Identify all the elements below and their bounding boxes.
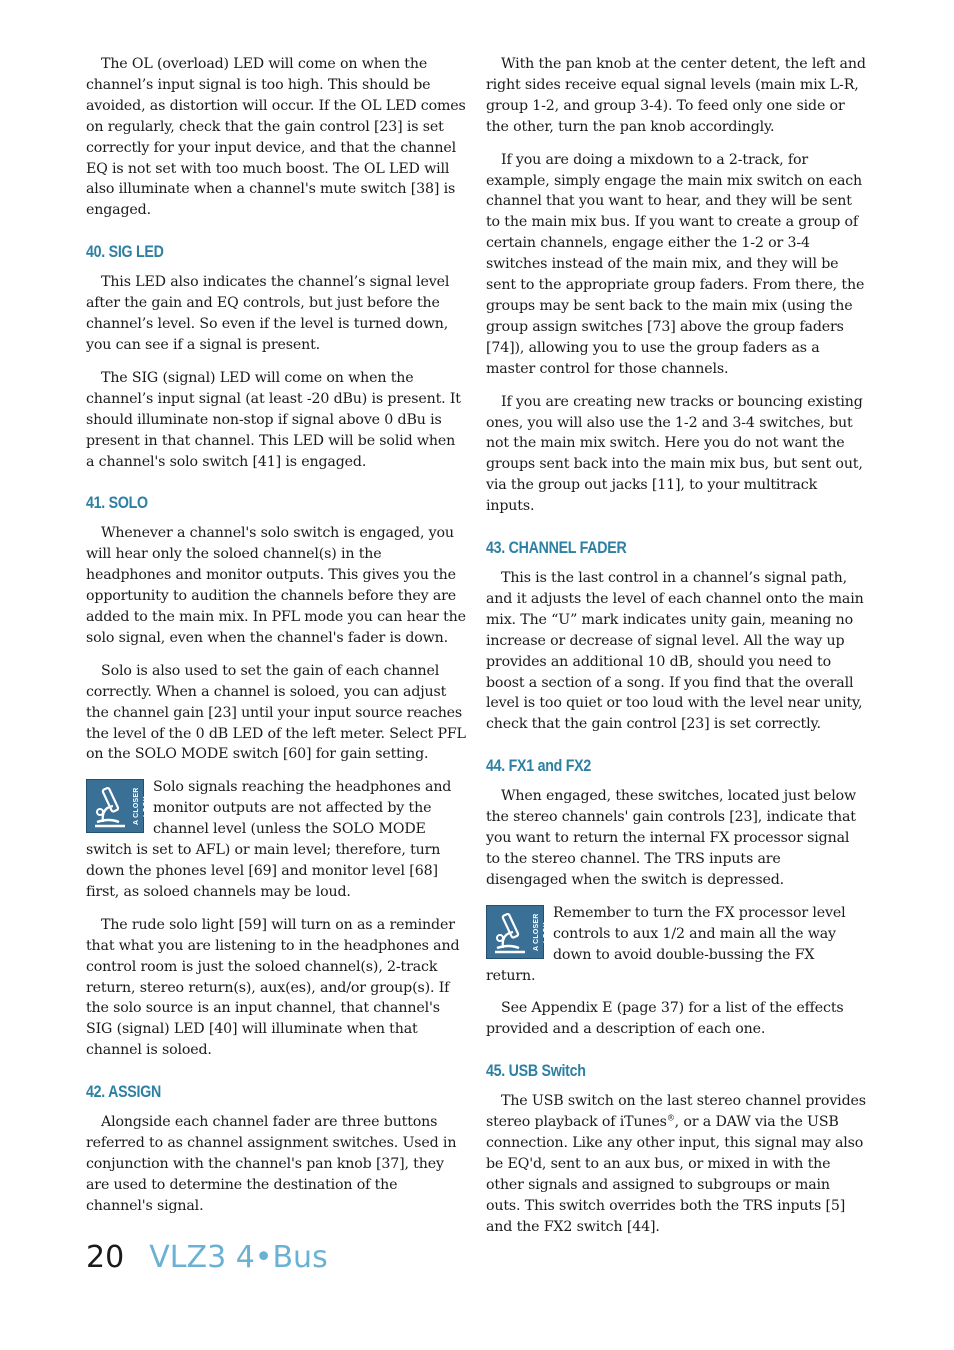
registered-mark: ® bbox=[666, 1113, 675, 1123]
closer-look-text-fx: Remember to turn the FX processor level controls to aux 1/2 and main all the way down to avoid double-bussing the FX return. bbox=[486, 904, 846, 984]
left-column bbox=[86, 54, 466, 1229]
closer-look-note-fx bbox=[486, 903, 866, 987]
paragraph-ol-led: The OL (overload) LED will come on when the channel’s input signal is too high. This should be avoided, as distortion will occur. If the OL LED comes on regularly, check that the gain control [23] is set correctly for your input device, and that the channel EQ is not set with too much boost. The OL LED will also illuminate when a channel's mute switch [38] is engaged. bbox=[86, 56, 466, 219]
usb-text-start: The USB switch on the last stereo channel provides stereo playback of iTunes bbox=[486, 1093, 866, 1131]
right-column bbox=[486, 54, 866, 1250]
paragraph-channel-fader: This is the last control in a channel’s signal path, and it adjusts the level of each channel onto the main mix. The “U” mark indicates unity gain, meaning no increase or decrease of signal level. All the way up provides an additional 10 dB, should you need to boost a section of a song. If you find that the overall level is too quiet or too loud with the level near unity, check that the gain control [23] is set correctly. bbox=[486, 570, 864, 733]
paragraph-sig-led-1: This LED also indicates the channel’s signal level after the gain and EQ controls, but just before the channel’s level. So even if the level is turned down, you can see if a signal is present. bbox=[86, 274, 450, 353]
heading-assign: 42. ASSIGN bbox=[86, 1083, 161, 1102]
closer-look-label: A CLOSER LOOK bbox=[133, 787, 150, 826]
paragraph-assign-1: Alongside each channel fader are three buttons referred to as channel assignment switches. Used in conjunction with the channel's pan knob [37], they are used to determine the destination of the channel's signal. bbox=[86, 1114, 457, 1214]
paragraph-fx-1: When engaged, these switches, located just below the stereo channels' gain controls [23], indicate that you want to return the internal FX processor signal to the stereo channel. The TRS inputs are disengaged when the switch is depressed. bbox=[486, 788, 856, 888]
page-footer bbox=[86, 1240, 328, 1284]
paragraph-solo-1: Whenever a channel's solo switch is engaged, you will hear only the soloed channel(s) in the headphones and monitor outputs. This gives you the opportunity to audition the channels before they are added to the main mix. In PFL mode you can hear the solo signal, even when the channel's fader is down. bbox=[86, 525, 466, 646]
heading-fx1-fx2: 44. FX1 and FX2 bbox=[486, 757, 591, 776]
paragraph-assign-2: With the pan knob at the center detent, the left and right sides receive equal signal levels (main mix L-R, group 1-2, and group 3-4). To feed only one side or the other, turn the pan knob accordingly. bbox=[486, 56, 866, 135]
closer-look-note-solo bbox=[86, 777, 466, 902]
manual-title: VLZ3 4•Bus bbox=[149, 1240, 328, 1275]
heading-channel-fader: 43. CHANNEL FADER bbox=[486, 539, 627, 558]
paragraph-solo-2: Solo is also used to set the gain of each channel correctly. When a channel is soloed, you can adjust the channel gain [23] until your input source reaches the level of the 0 dB LED of the left meter. Select PFL on the SOLO MODE switch [60] for gain setting. bbox=[86, 662, 466, 763]
usb-text-end: , or a DAW via the USB connection. Like any other input, this signal may also be EQ'd, sent to an aux bus, or mixed in with the other signals and assigned to subgroups or main outs. This switch overrides both the TRS inputs [5] and the FX2 switch [44]. bbox=[486, 1114, 864, 1235]
closer-look-label: A CLOSER LOOK bbox=[533, 913, 550, 951]
closer-look-text-solo: Solo signals reaching the headphones and monitor outputs are not affected by the channel level (unless the SOLO MODE switch is set to AFL) or main level; therefore, turn down the phones level [69] and monitor level [68] first, as soloed channels may be loud. bbox=[86, 779, 452, 900]
microscope-icon bbox=[486, 905, 550, 959]
heading-solo: 41. SOLO bbox=[86, 494, 148, 513]
page-number: 20 bbox=[86, 1240, 125, 1275]
paragraph-assign-4: If you are creating new tracks or bouncing existing ones, you will also use the 1-2 and 3-4 switches, but not the main mix switch. Here you do not want the groups sent back into the main mix bus, but sent out, via the group out jacks [11], to your multitrack inputs. bbox=[486, 393, 863, 515]
microscope-icon bbox=[86, 779, 150, 833]
paragraph-assign-3: If you are doing a mixdown to a 2-track, for example, simply engage the main mix switch on each channel that you want to hear, and they will be sent to the main mix bus. If you want to create a group of certain channels, engage either the 1-2 or 3-4 switches instead of the main mix, and they will be sent to the appropriate group faders. From there, the groups may be sent back to the main mix (using the group assign switches [73] above the group faders [74]), allowing you to use the group faders as a master control for those channels. bbox=[486, 151, 865, 377]
heading-usb-switch: 45. USB Switch bbox=[486, 1062, 586, 1081]
paragraph-sig-led-2: The SIG (signal) LED will come on when the channel’s input signal (at least -20 dBu) is present. It should illuminate non-stop if signal above 0 dBu is present in that channel. This LED will be solid when a channel's solo switch [41] is engaged. bbox=[86, 369, 461, 470]
paragraph-solo-3: The rude solo light [59] will turn on as a reminder that what you are listening to in the headphones and control room is just the soloed channel(s), 2-track return, stereo return(s), aux(es), and/or group(s). If the solo source is an input channel, that channel's SIG (signal) LED [40] will illuminate when that channel is soloed. bbox=[86, 916, 460, 1059]
heading-sig-led: 40. SIG LED bbox=[86, 243, 164, 262]
paragraph-fx-2: See Appendix E (page 37) for a list of the effects provided and a description of each one. bbox=[486, 1000, 844, 1038]
paragraph-usb bbox=[486, 1091, 866, 1237]
